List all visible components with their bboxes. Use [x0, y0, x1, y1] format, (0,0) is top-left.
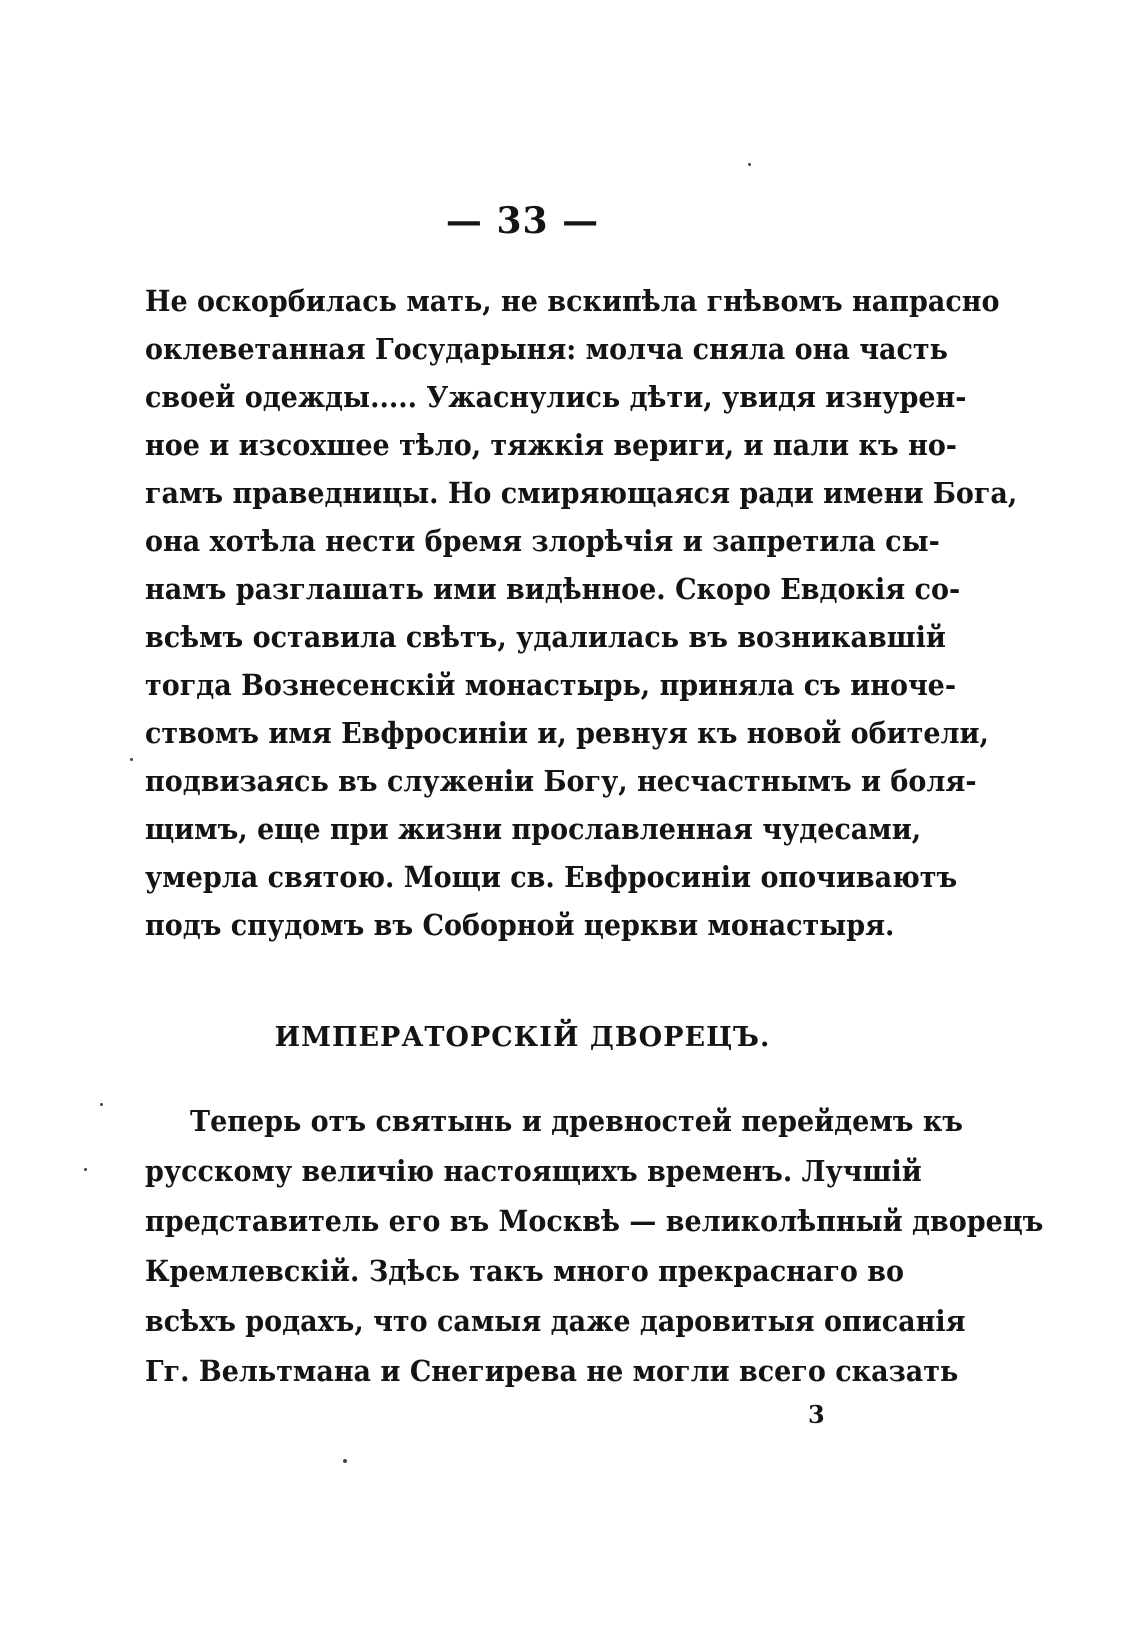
text-line: тогда Вознесенскій монастырь, приняла съ иноче-: [145, 668, 957, 702]
text-line: представитель его въ Москвѣ — великолѣпный дворецъ: [145, 1204, 1044, 1238]
scan-speck: [84, 1168, 87, 1171]
text-line: Теперь отъ святынь и древностей перейдемъ къ: [190, 1104, 964, 1138]
text-line: намъ разглашать ими видѣнное. Скоро Евдокія со-: [145, 572, 961, 606]
text-line: она хотѣла нести бремя злорѣчія и запретила сы-: [145, 524, 940, 558]
page-number: — 33 —: [445, 200, 600, 242]
section-heading: ИМПЕРАТОРСКІЙ ДВОРЕЦЪ.: [274, 1022, 771, 1053]
scan-speck: [100, 1103, 103, 1106]
text-line: ное и изсохшее тѣло, тяжкія вериги, и пали къ но-: [145, 428, 958, 462]
text-line: умерла святою. Мощи св. Евфросиніи опочиваютъ: [145, 860, 958, 894]
text-line: Не оскорбилась мать, не вскипѣла гнѣвомъ напрасно: [145, 284, 1000, 318]
text-line: Гг. Вельтмана и Снегирева не могли всего сказать: [145, 1354, 959, 1388]
scan-speck: [748, 163, 751, 166]
scan-speck: [343, 1459, 347, 1463]
text-line: подъ спудомъ въ Соборной церкви монастыря.: [145, 908, 895, 942]
signature-mark: 3: [808, 1400, 825, 1429]
text-line: ствомъ имя Евфросиніи и, ревнуя къ новой обители,: [145, 716, 989, 750]
text-line: гамъ праведницы. Но смиряющаяся ради имени Бога,: [145, 476, 1018, 510]
text-line: щимъ, еще при жизни прославленная чудесами,: [145, 812, 922, 846]
text-line: подвизаясь въ служеніи Богу, несчастнымъ и боля-: [145, 764, 977, 798]
text-line: всѣмъ оставила свѣтъ, удалилась въ возникавшій: [145, 620, 946, 654]
text-line: русскому величію настоящихъ временъ. Лучшій: [145, 1154, 922, 1188]
text-line: всѣхъ родахъ, что самыя даже даровитыя описанія: [145, 1304, 966, 1338]
text-line: Кремлевскій. Здѣсь такъ много прекраснаго во: [145, 1254, 904, 1288]
text-line: оклеветанная Государыня: молча сняла она часть: [145, 332, 948, 366]
scan-speck: [130, 758, 133, 761]
text-line: своей одежды..... Ужаснулись дѣти, увидя изнурен-: [145, 380, 967, 414]
